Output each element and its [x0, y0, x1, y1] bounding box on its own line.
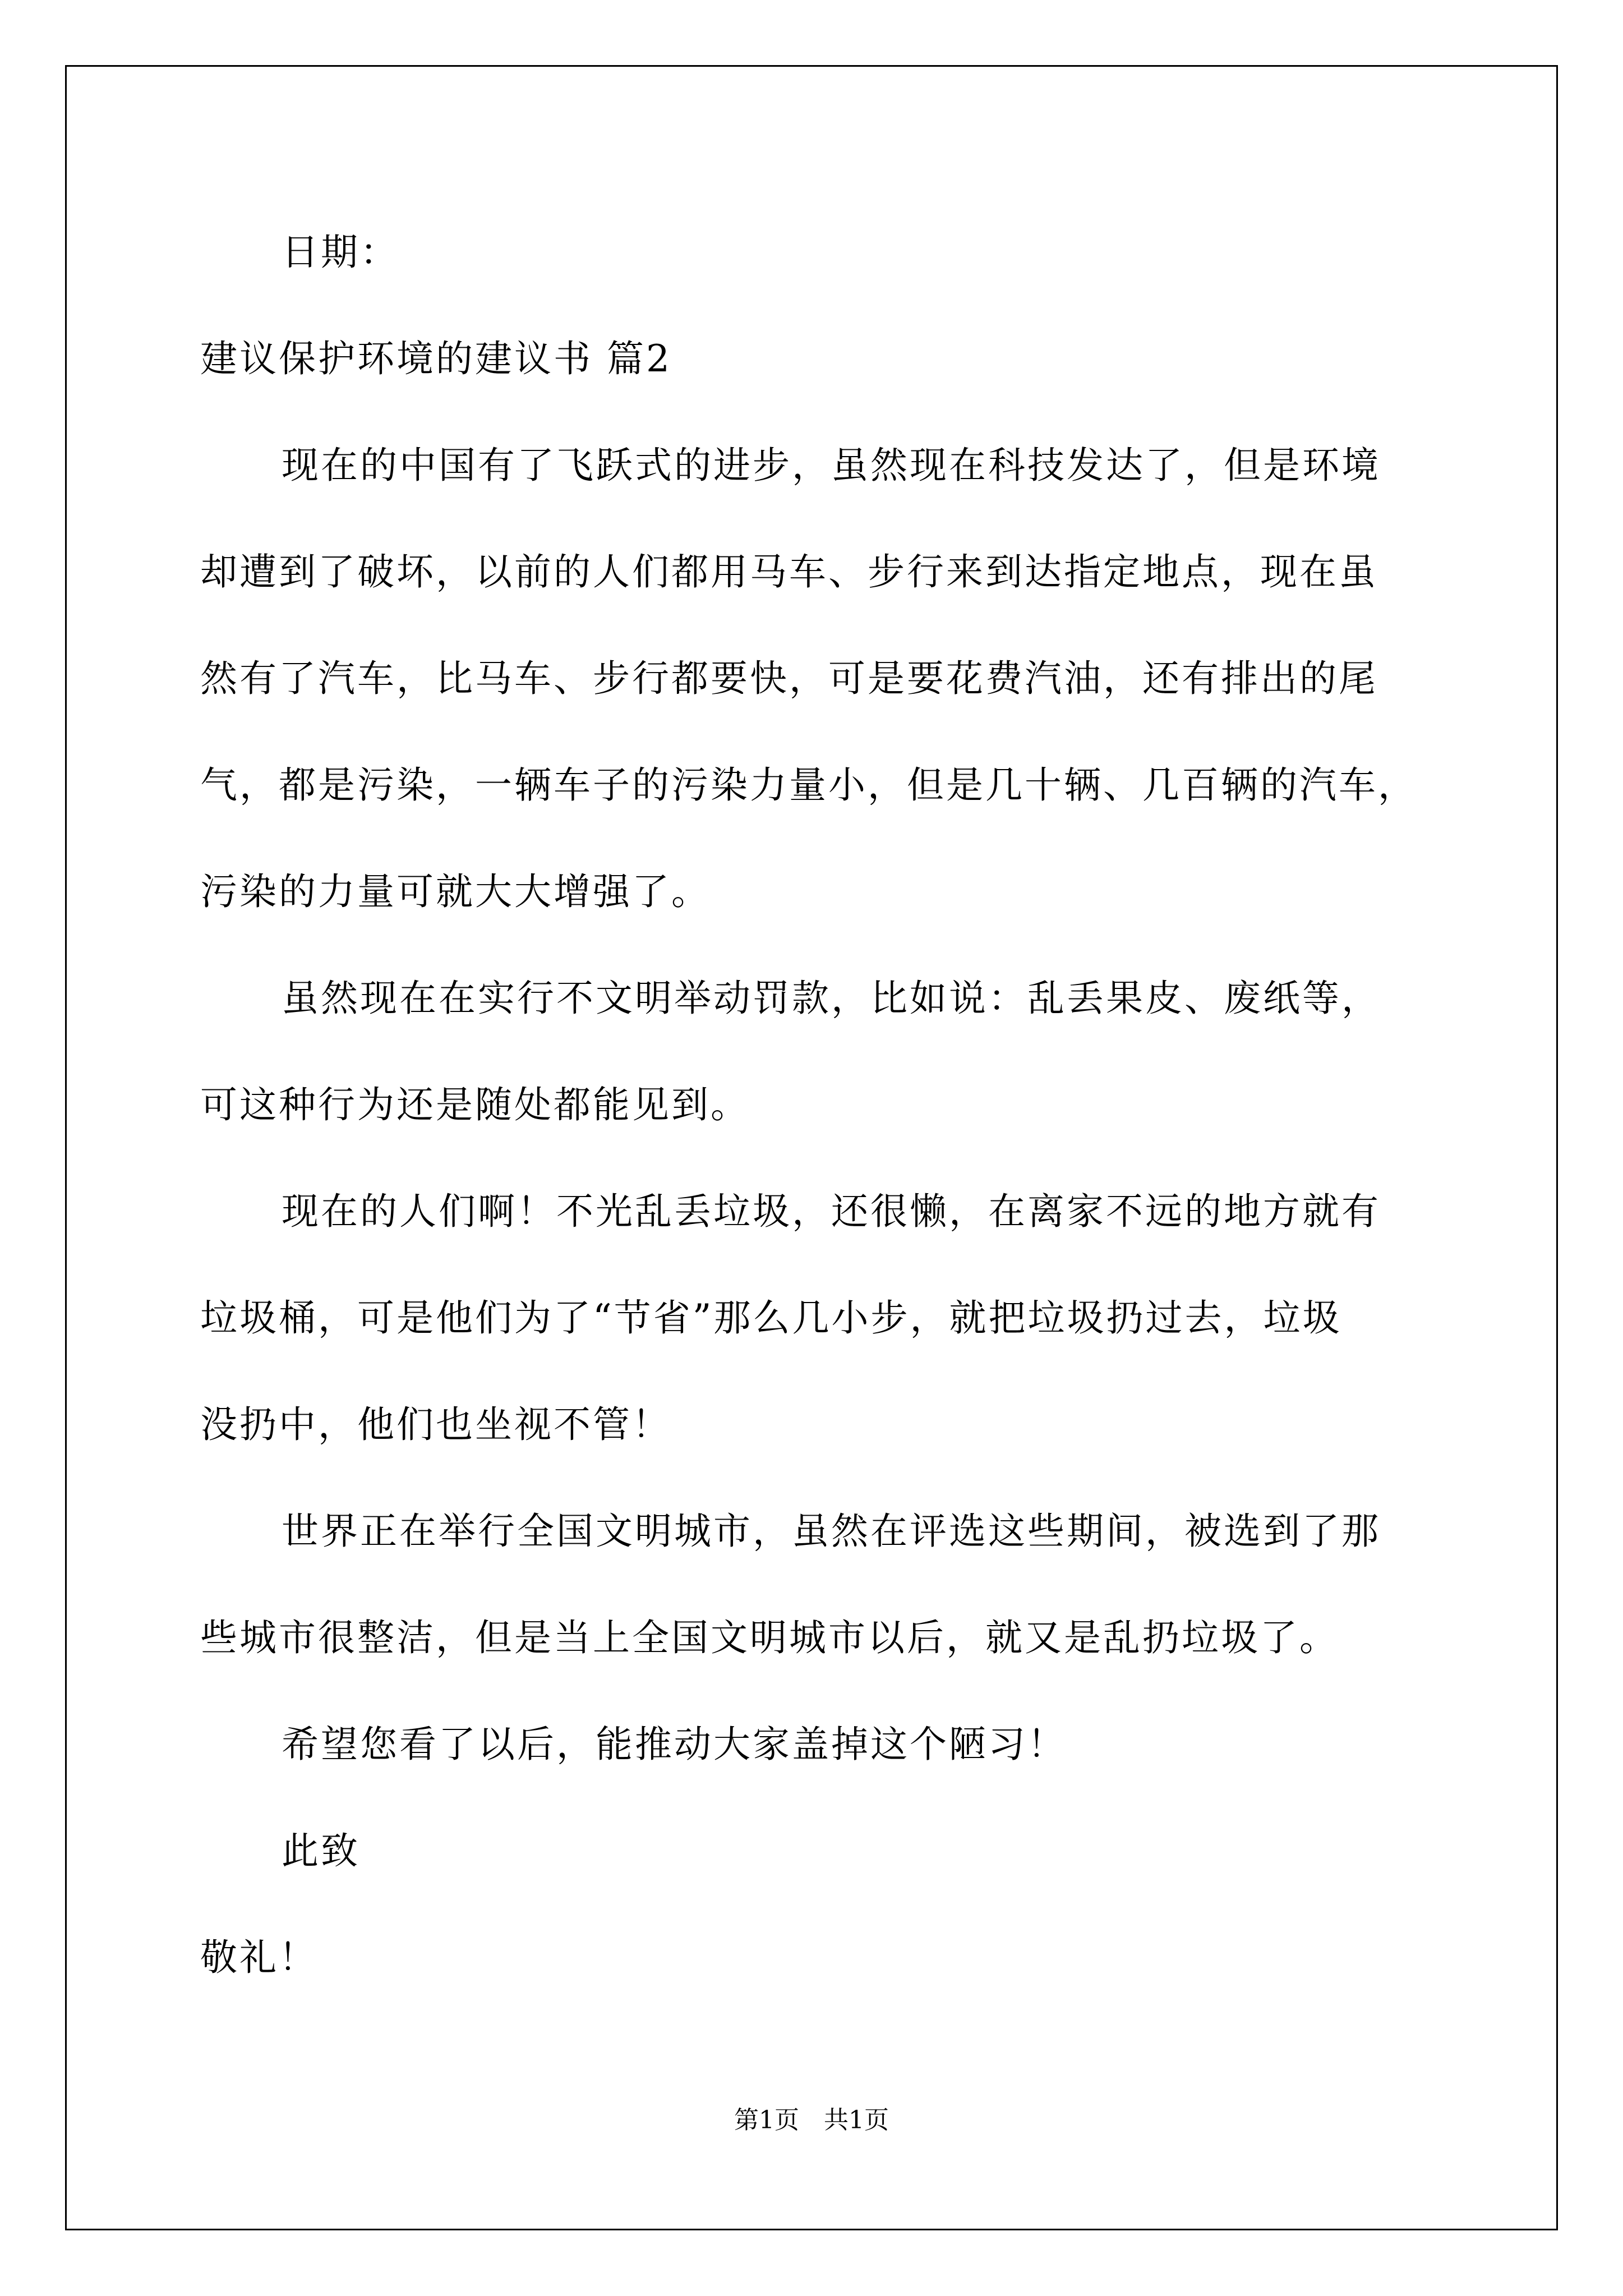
closing-line: 此致 — [282, 1829, 360, 1872]
paragraph-3-line-3: 没扔中，他们也坐视不管！ — [200, 1403, 671, 1446]
paragraph-3-line-1: 现在的人们啊！不光乱丢垃圾，还很懒，在离家不远的地方就有 — [282, 1190, 1381, 1233]
paragraph-4-line-1: 世界正在举行全国文明城市，虽然在评选这些期间，被选到了那 — [282, 1510, 1381, 1553]
page-border — [65, 65, 1558, 2230]
paragraph-3-line-2: 垃圾桶，可是他们为了“节省”那么几小步，就把垃圾扔过去，垃圾 — [200, 1296, 1342, 1340]
paragraph-5-line-1: 希望您看了以后，能推动大家盖掉这个陋习！ — [282, 1723, 1067, 1766]
salutation-line: 敬礼！ — [200, 1936, 318, 1979]
paragraph-1-line-2: 却遭到了破坏，以前的人们都用马车、步行来到达指定地点，现在虽 — [200, 550, 1378, 593]
paragraph-1-line-4: 气，都是污染，一辆车子的污染力量小，但是几十辆、几百辆的汽车， — [200, 763, 1417, 807]
page-footer: 第1页 共1页 — [734, 2106, 889, 2134]
paragraph-1-line-5: 污染的力量可就大大增强了。 — [200, 870, 711, 913]
paragraph-1-line-3: 然有了汽车，比马车、步行都要快，可是要花费汽油，还有排出的尾 — [200, 657, 1378, 700]
section-title: 建议保护环境的建议书 篇2 — [200, 337, 672, 380]
date-label: 日期： — [282, 231, 399, 274]
paragraph-2-line-1: 虽然现在在实行不文明举动罚款，比如说：乱丢果皮、废纸等， — [282, 977, 1381, 1020]
paragraph-4-line-2: 些城市很整洁，但是当上全国文明城市以后，就又是乱扔垃圾了。 — [200, 1616, 1339, 1659]
paragraph-1-line-1: 现在的中国有了飞跃式的进步，虽然现在科技发达了，但是环境 — [282, 444, 1381, 487]
paragraph-2-line-2: 可这种行为还是随处都能见到。 — [200, 1083, 750, 1126]
